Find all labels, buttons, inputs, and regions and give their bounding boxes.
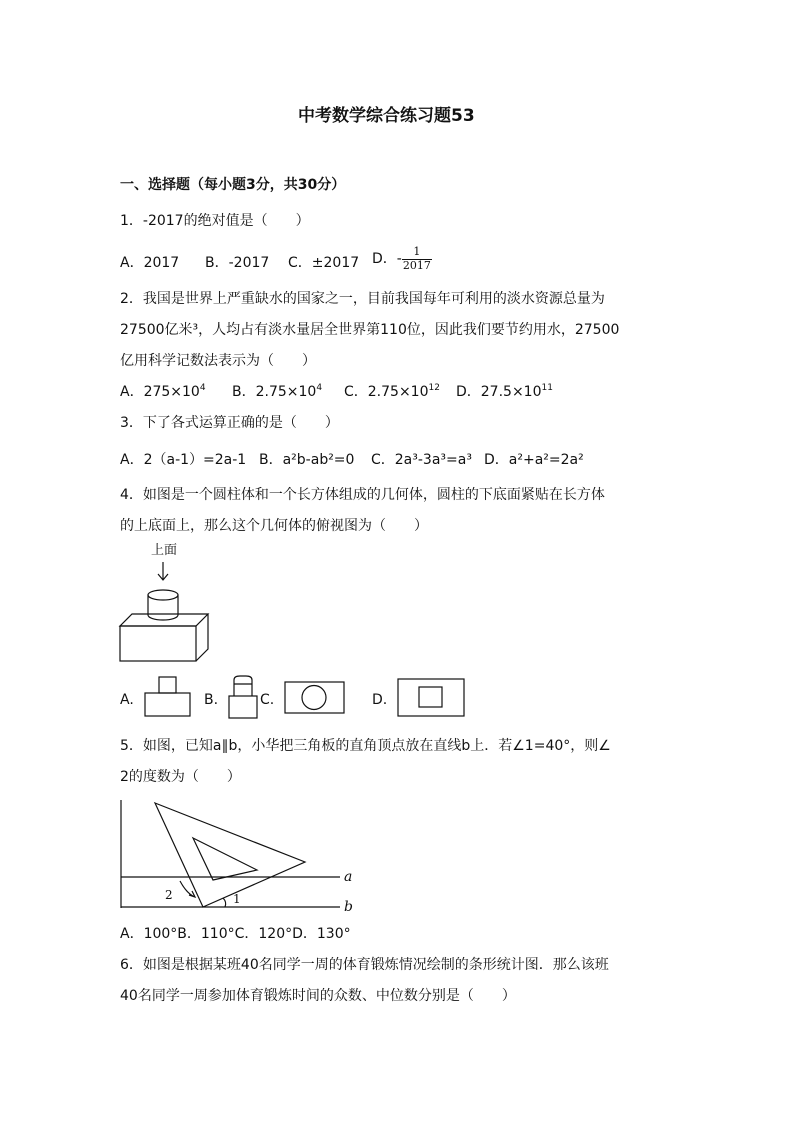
q1-option-d-prefix: D．- xyxy=(372,251,402,268)
q2-stem-line3: 亿用科学记数法表示为（ ） xyxy=(120,353,316,369)
option-base: D．27.5×10 xyxy=(456,384,542,400)
q4-stem-line1: 4．如图是一个圆柱体和一个长方体组成的几何体，圆柱的下底面紧贴在长方体 xyxy=(120,487,605,503)
q4-option-a[interactable]: A. xyxy=(120,692,134,708)
fraction-denominator: 2017 xyxy=(402,258,431,272)
q5-stem-line2: 2的度数为（ ） xyxy=(120,769,241,785)
option-exponent: 4 xyxy=(316,383,323,393)
q2-stem-line2: 27500亿米³，人均占有淡水量居全世界第110位，因此我们要节约用水，27500 xyxy=(120,322,620,338)
q2-option-a[interactable] xyxy=(120,385,206,399)
q1-option-c[interactable]: C．±2017 xyxy=(288,255,360,271)
q4-solid-figure xyxy=(115,560,215,670)
fraction-numerator: 1 xyxy=(402,246,432,260)
q5-label-angle1: 1 xyxy=(233,892,241,906)
q5-label-angle2: 2 xyxy=(165,888,173,902)
q1-option-a[interactable]: A．2017 xyxy=(120,255,180,271)
q4-option-d[interactable]: D. xyxy=(372,692,388,708)
q4-option-d-view xyxy=(397,678,465,718)
q6-stem-line1: 6．如图是根据某班40名同学一周的体育锻炼情况绘制的条形统计图．那么该班 xyxy=(120,957,609,973)
q2-option-c[interactable] xyxy=(344,385,440,399)
q1-option-d[interactable] xyxy=(372,246,432,272)
q3-option-d[interactable]: D．a²+a²=2a² xyxy=(484,452,584,468)
page-title: 中考数学综合练习题53 xyxy=(298,106,475,126)
q4-option-b[interactable]: B. xyxy=(204,692,219,708)
q5-label-b: b xyxy=(344,899,353,915)
q5-stem-line1: 5．如图，已知a∥b，小华把三角板的直角顶点放在直线b上．若∠1=40°，则∠ xyxy=(120,738,611,754)
q5-options[interactable]: A．100°B．110°C．120°D．130° xyxy=(120,926,351,942)
option-exponent: 11 xyxy=(541,383,553,393)
q6-stem-line2: 40名同学一周参加体育锻炼时间的众数、中位数分别是（ ） xyxy=(120,988,516,1004)
q3-option-c[interactable]: C．2a³-3a³=a³ xyxy=(371,452,472,468)
option-exponent: 4 xyxy=(199,383,206,393)
q2-option-b[interactable] xyxy=(232,385,322,399)
q4-option-b-view xyxy=(228,674,258,720)
q2-option-d[interactable] xyxy=(456,385,553,399)
q4-option-a-view xyxy=(144,676,192,718)
q4-option-c[interactable]: C. xyxy=(260,692,275,708)
option-base: C．2.75×10 xyxy=(344,384,429,400)
q3-option-a[interactable]: A．2（a-1）=2a-1 xyxy=(120,452,247,468)
q4-figure-label: 上面 xyxy=(151,543,178,558)
option-base: A．275×10 xyxy=(120,384,200,400)
q1-stem: 1．-2017的绝对值是（ ） xyxy=(120,213,310,229)
q1-option-d-fraction xyxy=(402,246,432,272)
q4-option-c-view xyxy=(284,681,346,715)
option-exponent: 12 xyxy=(428,383,440,393)
q3-option-b[interactable]: B．a²b-ab²=0 xyxy=(259,452,355,468)
section-heading: 一、选择题（每小题3分，共30分） xyxy=(120,177,346,193)
q2-stem-line1: 2．我国是世界上严重缺水的国家之一，目前我国每年可利用的淡水资源总量为 xyxy=(120,291,605,307)
q3-stem: 3．下了各式运算正确的是（ ） xyxy=(120,415,339,431)
q4-stem-line2: 的上底面上，那么这个几何体的俯视图为（ ） xyxy=(120,518,428,534)
q1-option-b[interactable]: B．-2017 xyxy=(205,255,270,271)
option-base: B．2.75×10 xyxy=(232,384,317,400)
q5-label-a: a xyxy=(344,869,353,885)
